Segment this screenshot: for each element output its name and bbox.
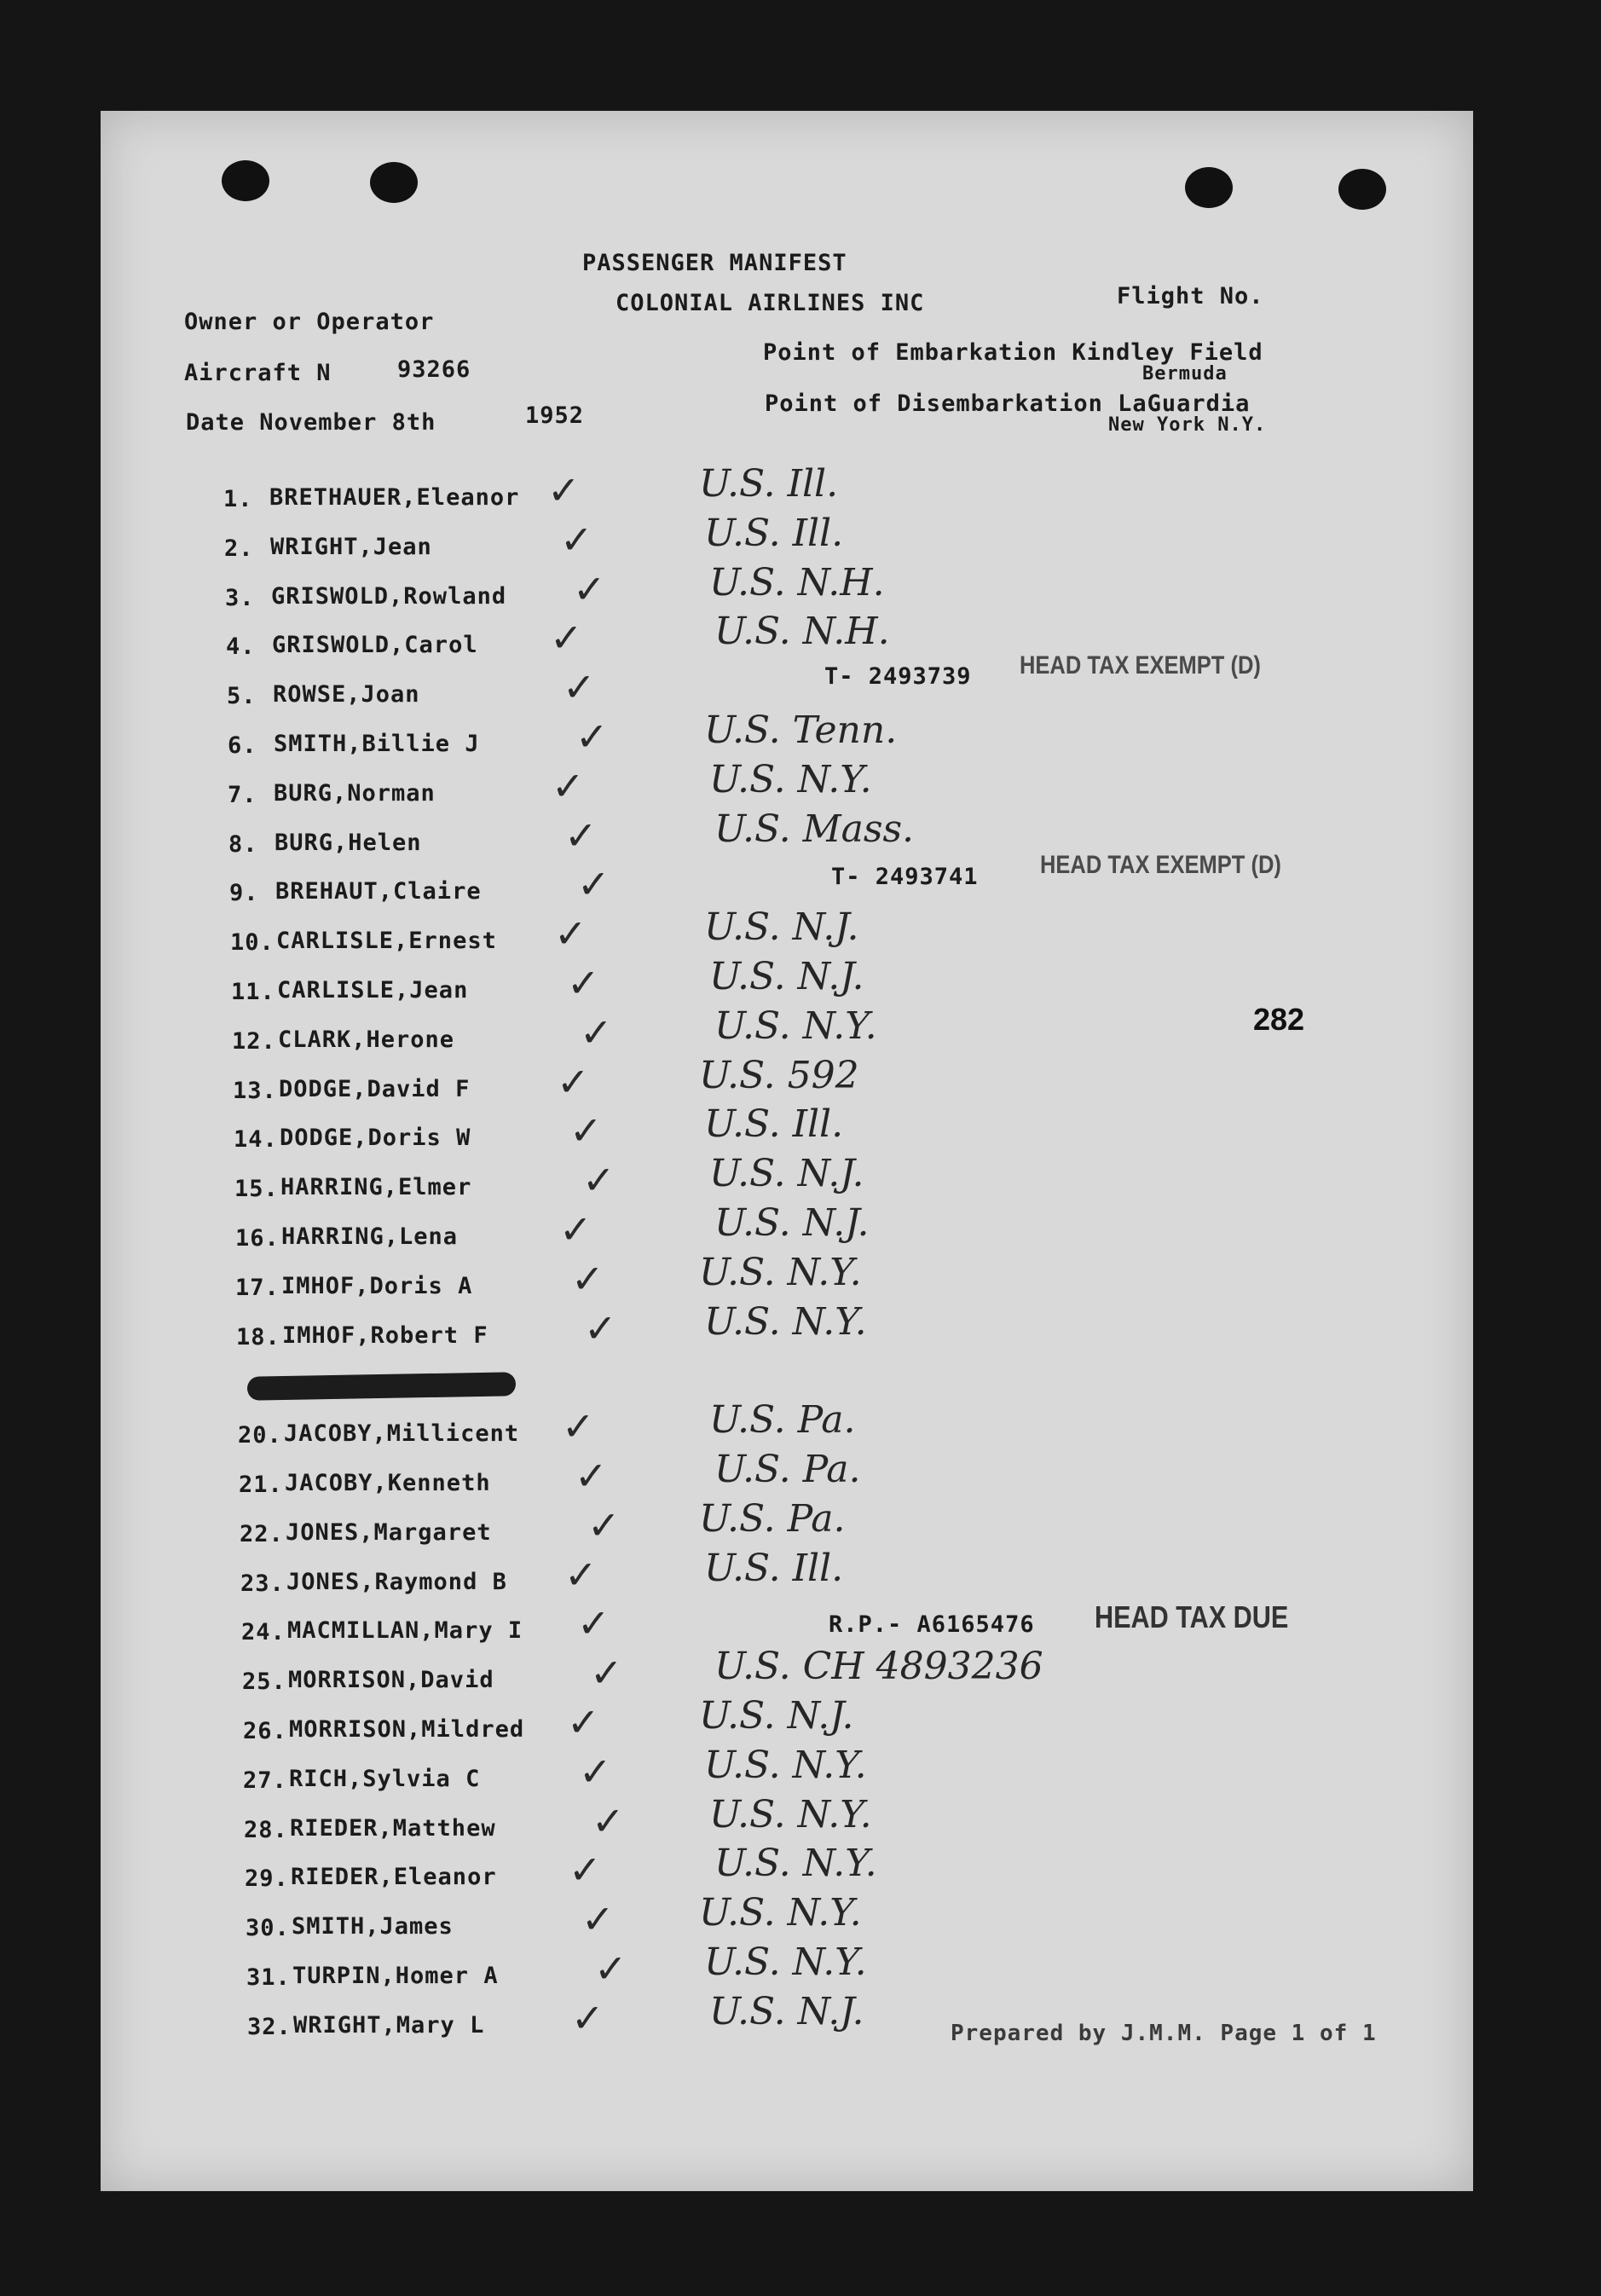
passenger-number: 20. <box>238 1422 282 1449</box>
passenger-name: IMHOF,Doris A <box>281 1273 473 1299</box>
check-mark: ✓ <box>567 960 600 1006</box>
passenger-number: 17. <box>235 1275 280 1301</box>
passenger-number: 23. <box>240 1570 285 1597</box>
passenger-name: CARLISLE,Ernest <box>276 928 497 954</box>
punch-hole <box>222 160 269 201</box>
passenger-name: BREHAUT,Claire <box>275 878 482 905</box>
passenger-name: WRIGHT,Mary L <box>293 2012 485 2039</box>
disembarkation-place: New York N.Y. <box>1108 414 1267 436</box>
handwritten-citizenship: U.S. 592 <box>699 1054 859 1097</box>
passenger-name: BRETHAUER,Eleanor <box>269 484 520 511</box>
ticket-number: T- 2493739 <box>824 663 972 690</box>
manifest-title: PASSENGER MANIFEST <box>582 250 847 276</box>
handwritten-citizenship: U.S. Mass. <box>714 807 915 851</box>
check-mark: ✓ <box>554 911 587 957</box>
passenger-name: JONES,Raymond B <box>286 1569 507 1595</box>
passenger-name: ROWSE,Joan <box>273 681 420 708</box>
handwritten-citizenship: U.S. N.J. <box>699 1694 854 1738</box>
handwritten-citizenship: U.S. Pa. <box>699 1497 846 1541</box>
passenger-number: 10. <box>230 929 275 956</box>
handwritten-citizenship: U.S. N.H. <box>714 610 890 653</box>
prepared-by: Prepared by J.M.M. Page 1 of 1 <box>951 2021 1377 2046</box>
head-tax-stamp: HEAD TAX EXEMPT (D) <box>1020 651 1261 680</box>
passenger-name: SMITH,Billie J <box>274 731 480 757</box>
passenger-name: JACOBY,Kenneth <box>285 1470 491 1496</box>
handwritten-citizenship: U.S. N.Y. <box>704 1940 867 1984</box>
handwritten-citizenship: U.S. Ill. <box>704 1547 844 1590</box>
passenger-number: 4. <box>226 633 256 660</box>
passenger-number: 13. <box>233 1078 277 1104</box>
passenger-name: RICH,Sylvia C <box>289 1766 481 1792</box>
check-mark: ✓ <box>550 615 583 661</box>
passenger-number: 28. <box>244 1817 288 1843</box>
passenger-number: 26. <box>243 1718 287 1744</box>
handwritten-citizenship: U.S. Ill. <box>699 462 839 506</box>
passenger-number: 27. <box>243 1767 287 1794</box>
check-mark: ✓ <box>580 1009 613 1055</box>
check-mark: ✓ <box>557 1059 590 1105</box>
check-mark: ✓ <box>559 1206 592 1252</box>
passenger-number: 32. <box>247 2014 292 2040</box>
passenger-name: JACOBY,Millicent <box>284 1420 520 1447</box>
passenger-name: CLARK,Herone <box>278 1027 455 1053</box>
passenger-name: HARRING,Elmer <box>280 1174 472 1200</box>
handwritten-citizenship: U.S. Pa. <box>714 1448 861 1491</box>
handwritten-citizenship: U.S. N.Y. <box>714 1004 877 1048</box>
handwritten-citizenship: U.S. N.Y. <box>714 1842 877 1885</box>
passenger-name: GRISWOLD,Carol <box>272 632 478 658</box>
check-mark: ✓ <box>592 1798 625 1844</box>
handwritten-citizenship: U.S. N.J. <box>704 905 859 949</box>
punch-hole <box>1185 167 1233 208</box>
check-mark: ✓ <box>573 566 606 612</box>
passenger-number: 1. <box>223 486 253 512</box>
passenger-name: DODGE,David F <box>279 1076 471 1102</box>
check-mark: ✓ <box>575 714 609 760</box>
check-mark: ✓ <box>581 1896 615 1942</box>
redacted-line <box>247 1372 516 1400</box>
aircraft-number: 93266 <box>397 356 471 383</box>
passenger-number: 8. <box>228 831 258 858</box>
aircraft-label: Aircraft N <box>184 360 332 386</box>
handwritten-citizenship: U.S. N.Y. <box>704 1300 867 1344</box>
passenger-number: 5. <box>227 683 257 709</box>
check-mark: ✓ <box>563 664 596 710</box>
handwritten-citizenship: U.S. N.J. <box>709 1152 864 1195</box>
passenger-name: GRISWOLD,Rowland <box>271 583 507 610</box>
passenger-name: RIEDER,Eleanor <box>291 1864 497 1890</box>
reentry-permit: R.P.- A6165476 <box>829 1611 1035 1638</box>
check-mark: ✓ <box>579 1749 612 1795</box>
passenger-number: 2. <box>224 535 254 562</box>
check-mark: ✓ <box>577 861 610 907</box>
passenger-number: 6. <box>228 732 257 759</box>
passenger-number: 22. <box>240 1521 284 1547</box>
check-mark: ✓ <box>564 1552 598 1598</box>
handwritten-citizenship: U.S. N.Y. <box>709 1793 872 1836</box>
embarkation: Point of Embarkation Kindley Field <box>763 339 1263 366</box>
handwritten-citizenship: U.S. N.Y. <box>709 758 872 801</box>
check-mark: ✓ <box>571 1256 604 1302</box>
check-mark: ✓ <box>567 1699 600 1745</box>
passenger-name: MORRISON,Mildred <box>289 1716 525 1743</box>
passenger-name: IMHOF,Robert F <box>282 1322 488 1349</box>
head-tax-due-stamp: HEAD TAX DUE <box>1095 1599 1289 1634</box>
ticket-number: T- 2493741 <box>831 864 979 890</box>
handwritten-citizenship: U.S. Ill. <box>704 512 844 555</box>
passenger-number: 7. <box>228 782 257 808</box>
check-mark: ✓ <box>562 1403 595 1449</box>
check-mark: ✓ <box>571 1995 604 2041</box>
passenger-name: BURG,Helen <box>275 830 422 856</box>
check-mark: ✓ <box>584 1305 617 1351</box>
check-mark: ✓ <box>582 1157 616 1203</box>
disembarkation: Point of Disembarkation LaGuardia <box>765 390 1251 417</box>
passenger-name: BURG,Norman <box>274 780 436 807</box>
handwritten-citizenship: U.S. N.Y. <box>699 1891 862 1935</box>
page-number: 282 <box>1253 1002 1305 1037</box>
handwritten-citizenship: U.S. N.Y. <box>699 1251 862 1294</box>
passenger-name: WRIGHT,Jean <box>270 534 432 560</box>
check-mark: ✓ <box>552 763 585 809</box>
passenger-name: MORRISON,David <box>288 1667 494 1693</box>
passenger-number: 21. <box>239 1472 283 1498</box>
passenger-number: 18. <box>236 1324 280 1350</box>
passenger-number: 3. <box>225 585 255 611</box>
passenger-number: 29. <box>245 1865 289 1892</box>
handwritten-citizenship: U.S. Ill. <box>704 1102 844 1146</box>
embarkation-place: Bermuda <box>1142 363 1228 385</box>
passenger-name: HARRING,Lena <box>281 1223 459 1250</box>
check-mark: ✓ <box>569 1108 603 1154</box>
passenger-number: 31. <box>246 1964 291 1991</box>
check-mark: ✓ <box>577 1600 610 1646</box>
check-mark: ✓ <box>590 1650 623 1696</box>
check-mark: ✓ <box>569 1847 602 1893</box>
passenger-name: CARLISLE,Jean <box>277 977 469 1003</box>
handwritten-citizenship: U.S. N.J. <box>714 1201 870 1245</box>
head-tax-stamp: HEAD TAX EXEMPT (D) <box>1040 851 1281 879</box>
passenger-number: 11. <box>231 979 275 1005</box>
check-mark: ✓ <box>547 467 581 513</box>
passenger-name: TURPIN,Homer A <box>292 1963 499 1989</box>
passenger-name: RIEDER,Matthew <box>290 1815 496 1842</box>
check-mark: ✓ <box>587 1502 621 1548</box>
passenger-name: SMITH,James <box>292 1913 454 1940</box>
date-label: Date November 8th <box>186 409 436 436</box>
passenger-number: 15. <box>234 1176 279 1202</box>
passenger-number: 16. <box>235 1225 280 1252</box>
handwritten-citizenship: U.S. N.J. <box>709 1990 864 2033</box>
passenger-name: DODGE,Doris W <box>280 1125 471 1151</box>
passenger-name: MACMILLAN,Mary I <box>287 1617 523 1644</box>
passenger-number: 14. <box>234 1126 278 1153</box>
passenger-number: 24. <box>241 1619 286 1645</box>
punch-hole <box>370 162 418 203</box>
handwritten-citizenship: U.S. Pa. <box>709 1398 856 1442</box>
handwritten-citizenship: U.S. N.H. <box>709 561 885 604</box>
handwritten-citizenship: U.S. Tenn. <box>704 708 898 752</box>
date-year: 1952 <box>525 402 585 429</box>
passenger-number: 30. <box>246 1915 290 1941</box>
flight-label: Flight No. <box>1117 283 1264 309</box>
check-mark: ✓ <box>564 813 598 859</box>
handwritten-citizenship: U.S. N.J. <box>709 955 864 998</box>
passenger-number: 25. <box>242 1669 286 1695</box>
punch-hole <box>1338 169 1386 210</box>
handwritten-citizenship: U.S. N.Y. <box>704 1744 867 1787</box>
check-mark: ✓ <box>575 1453 608 1499</box>
passenger-number: 12. <box>232 1028 276 1055</box>
passenger-name: JONES,Margaret <box>286 1519 492 1546</box>
check-mark: ✓ <box>594 1946 627 1992</box>
handwritten-citizenship: U.S. CH 4893236 <box>714 1645 1043 1688</box>
check-mark: ✓ <box>560 517 593 563</box>
company-name: COLONIAL AIRLINES INC <box>616 290 925 316</box>
passenger-number: 9. <box>229 880 259 906</box>
owner-label: Owner or Operator <box>184 309 435 335</box>
